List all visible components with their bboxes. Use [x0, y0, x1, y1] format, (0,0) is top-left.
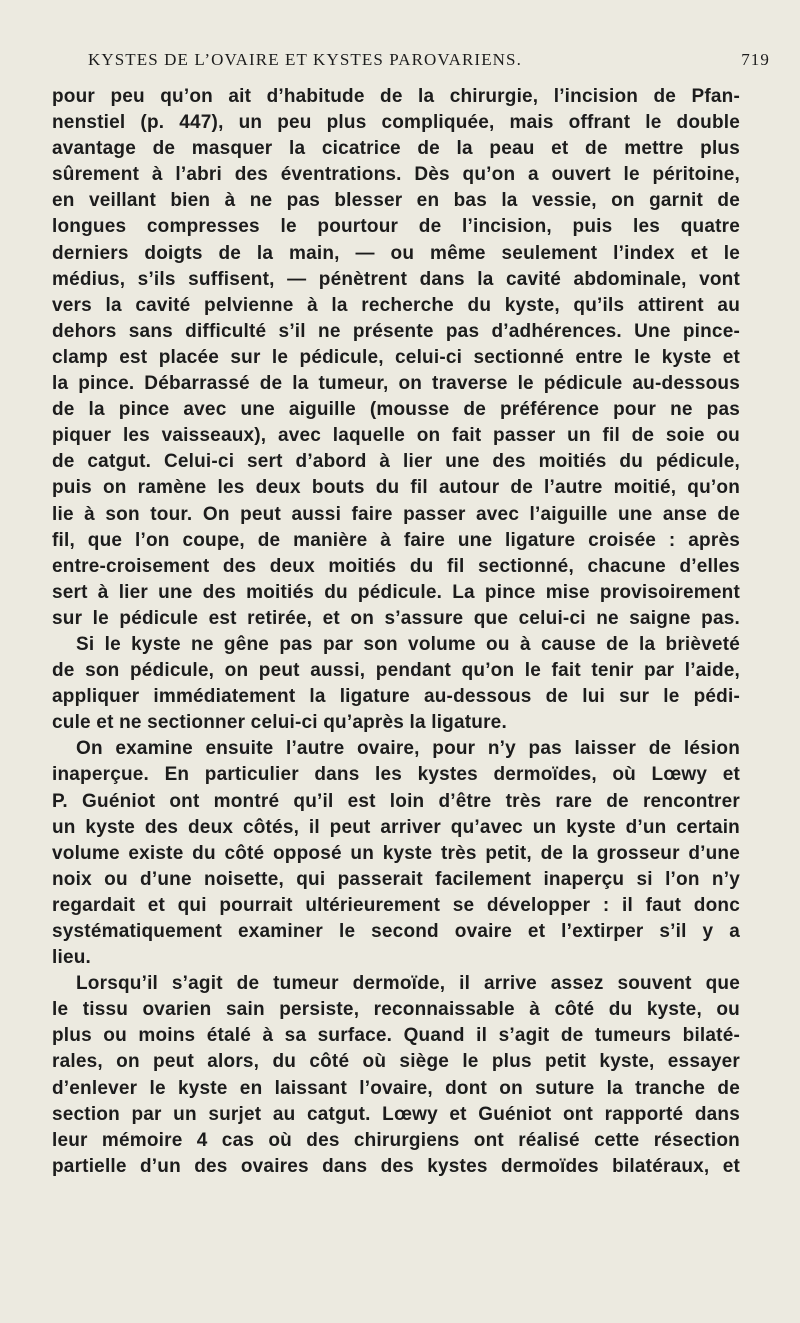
text-line: de son pédicule, on peut aussi, pendant qu’on le fait tenir par l’aide, [52, 660, 740, 682]
text-line: puis on ramène les deux bouts du fil autour de l’autre moitié, qu’on [52, 477, 740, 499]
text-line: entre-croisement des deux moitiés du fil sectionné, chacune d’elles [52, 555, 740, 577]
text-line: section par un surjet au catgut. Lœwy et Guéniot ont rapporté dans [52, 1103, 740, 1125]
text-line: sûrement à l’abri des éventrations. Dès qu’on a ouvert le péritoine, [52, 164, 740, 186]
text-line: vers la cavité pelvienne à la recherche du kyste, qu’ils attirent au [52, 294, 740, 316]
text-line: fil, que l’on coupe, de manière à faire une ligature croisée : après [52, 529, 740, 551]
text-line: de la pince avec une aiguille (mousse de préférence pour ne pas [52, 399, 740, 421]
text-line: noix ou d’une noisette, qui passerait facilement inaperçu si l’on n’y [52, 868, 740, 890]
text-line: lie à son tour. On peut aussi faire passer avec l’aiguille une anse de [52, 503, 740, 525]
text-line: appliquer immédiatement la ligature au-dessous de lui sur le pédi- [52, 686, 740, 708]
text-line: de catgut. Celui-ci sert d’abord à lier une des moitiés du pédicule, [52, 451, 740, 473]
text-line: sert à lier une des moitiés du pédicule. La pince mise provisoirement [52, 581, 740, 603]
text-line: médius, s’ils suffisent, — pénètrent dans la cavité abdominale, vont [52, 268, 740, 290]
text-line: lieu. [52, 947, 92, 969]
text-line: sur le pédicule est retirée, et on s’assure que celui-ci ne saigne pas. [52, 607, 740, 629]
text-line: inaperçue. En particulier dans les kystes dermoïdes, où Lœwy et [52, 764, 740, 786]
running-title: KYSTES DE L’OVAIRE ET KYSTES PAROVARIENS. [88, 50, 522, 69]
text-line: pour peu qu’on ait d’habitude de la chirurgie, l’incision de Pfan- [52, 86, 740, 107]
text-line: d’enlever le kyste en laissant l’ovaire, dont on suture la tranche de [52, 1077, 740, 1099]
body-text [0, 84, 800, 1180]
text-line: volume existe du côté opposé un kyste très petit, de la grosseur d’une [52, 842, 740, 864]
text-line: un kyste des deux côtés, il peut arriver qu’avec un kyste d’un certain [52, 816, 740, 838]
text-line: clamp est placée sur le pédicule, celui-ci sectionné entre le kyste et [52, 346, 740, 368]
text-line: regardait et qui pourrait ultérieurement se développer : il faut donc [52, 894, 740, 916]
text-line: On examine ensuite l’autre ovaire, pour n’y pas laisser de lésion [76, 738, 740, 760]
text-line: avantage de masquer la cicatrice de la peau et de mettre plus [52, 138, 740, 160]
text-line: le tissu ovarien sain persiste, reconnaissable à côté du kyste, ou [52, 999, 740, 1021]
text-line: leur mémoire 4 cas où des chirurgiens ont réalisé cette résection [52, 1129, 740, 1151]
text-line: en veillant bien à ne pas blesser en bas la vessie, on garnit de [52, 190, 740, 212]
text-line: cule et ne sectionner celui-ci qu’après la ligature. [52, 712, 507, 734]
text-line: plus ou moins étalé à sa surface. Quand il s’agit de tumeurs bilaté- [52, 1025, 740, 1047]
text-line: nenstiel (p. 447), un peu plus compliquée, mais offrant le double [52, 112, 740, 134]
text-line: longues compresses le pourtour de l’incision, puis les quatre [52, 216, 740, 238]
text-line: Lorsqu’il s’agit de tumeur dermoïde, il arrive assez souvent que [76, 973, 740, 995]
text-line: Si le kyste ne gêne pas par son volume ou à cause de la brièveté [76, 633, 740, 655]
running-header [88, 50, 770, 72]
text-line: dehors sans difficulté s’il ne présente pas d’adhérences. Une pince- [52, 320, 740, 342]
text-line: rales, on peut alors, du côté où siège le plus petit kyste, essayer [52, 1051, 740, 1073]
text-line: partielle d’un des ovaires dans des kystes dermoïdes bilatéraux, et [52, 1155, 740, 1177]
text-line: piquer les vaisseaux), avec laquelle on fait passer un fil de soie ou [52, 425, 740, 447]
text-line: systématiquement examiner le second ovaire et l’extirper s’il y a [52, 921, 740, 942]
text-line: derniers doigts de la main, — ou même seulement l’index et le [52, 242, 740, 264]
page-number: 719 [741, 50, 770, 69]
text-line: la pince. Débarrassé de la tumeur, on traverse le pédicule au-dessous [52, 373, 740, 395]
text-line: P. Guéniot ont montré qu’il est loin d’être très rare de rencontrer [52, 790, 740, 812]
